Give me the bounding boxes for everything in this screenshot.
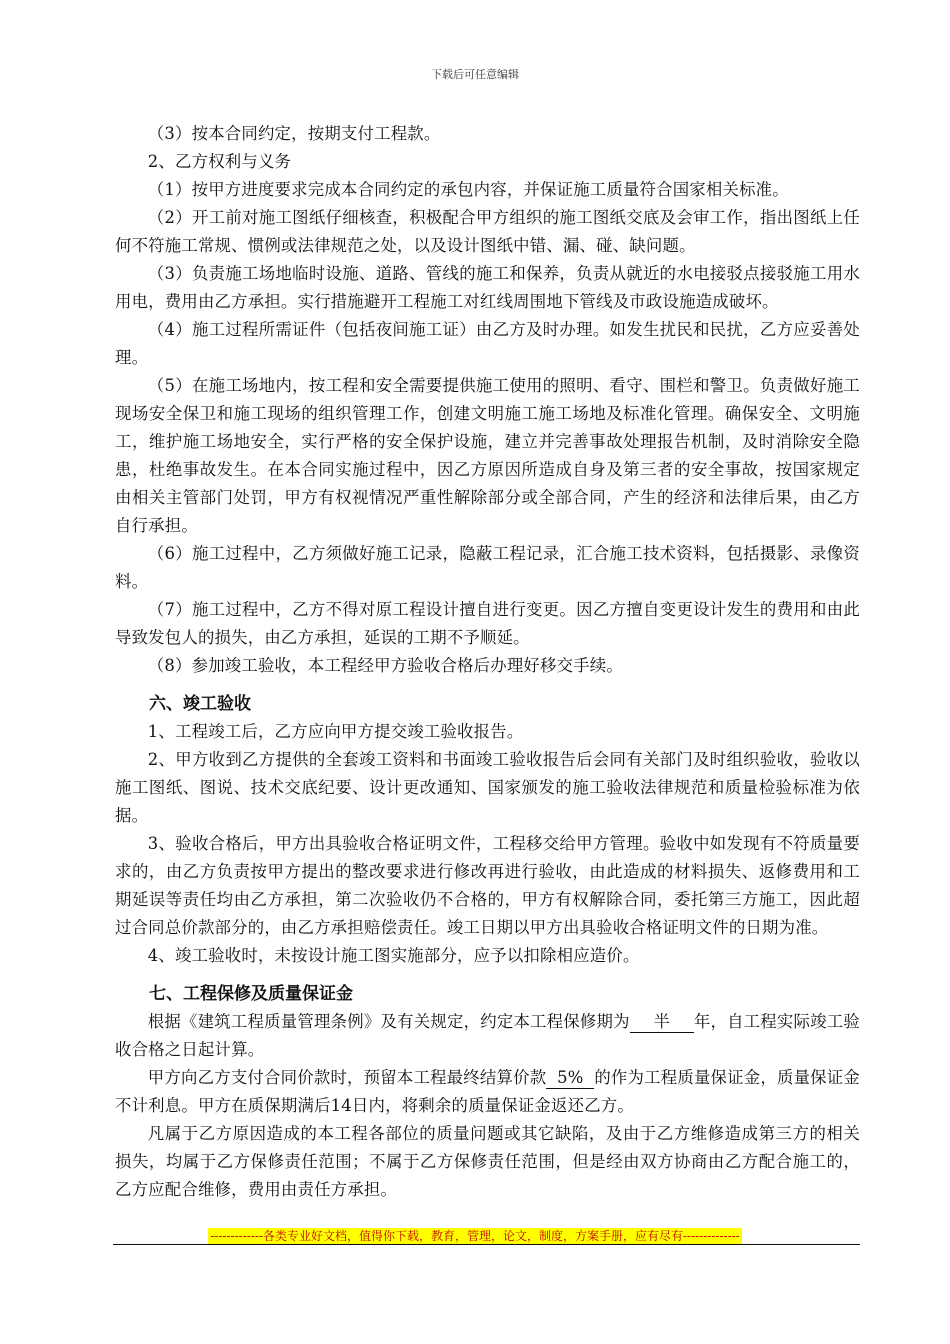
paragraph: （5）在施工场地内，按工程和安全需要提供施工使用的照明、看守、围栏和警卫。负责做好施工现场安全保卫和施工现场的组织管理工作，创建文明施工施工场地及标准化管理。确保安全、文明施工，维护施工场地安全，实行严格的安全保护设施，建立并完善事故处理报告机制，及时消除安全隐患，杜绝事故发生。在本合同实施过程中，因乙方原因所造成自身及第三者的安全事故，按国家规定由相关主管部门处罚，甲方有权视情况严重性解除部分或全部合同，产生的经济和法律后果，由乙方自行承担。 [115, 376, 860, 535]
text-run: 年，自工程实际竣工验收合格之日起计算。 [115, 1012, 860, 1059]
page-header: 下载后可任意编辑 [431, 68, 519, 81]
paragraph: （8）参加竣工验收，本工程经甲方验收合格后办理好移交手续。 [147, 656, 623, 675]
paragraph: 3、验收合格后，甲方出具验收合格证明文件，工程移交给甲方管理。验收中如发现有不符质量要求的，由乙方负责按甲方提出的整改要求进行修改再进行验收，由此造成的材料损失、返修费用和工期延误等责任均由乙方承担，第二次验收仍不合格的，甲方有权解除合同，委托第三方施工，因此超过合同总价款部分的，由乙方承担赔偿责任。竣工日期以甲方出具验收合格证明文件的日期为准。 [115, 834, 860, 937]
paragraph [115, 1064, 860, 1120]
paragraph: 凡属于乙方原因造成的本工程各部位的质量问题或其它缺陷，及由于乙方维修造成第三方的相关损失，均属于乙方保修责任范围；不属于乙方保修责任范围，但是经由双方协商由乙方配合施工的，乙方应配合维修，费用由责任方承担。 [115, 1124, 860, 1199]
paragraph: （3）负责施工场地临时设施、道路、管线的施工和保养，负责从就近的水电接驳点接驳施工用水用电，费用由乙方承担。实行措施避开工程施工对红线周围地下管线及市政设施造成破坏。 [115, 264, 860, 311]
paragraph: 2、甲方收到乙方提供的全套竣工资料和书面竣工验收报告后会同有关部门及时组织验收，验收以施工图纸、图说、技术交底纪要、设计更改通知、国家颁发的施工验收法律规范和质量检验标准为依据。 [115, 750, 860, 825]
footer-text: -------------各类专业好文档，值得你下载，教育，管理，论文，制度，方案手册，应有尽有-------------- [210, 1229, 740, 1243]
footer-banner [0, 1225, 950, 1244]
text-run: 甲方向乙方支付合同价款时，预留本工程最终结算价款 [147, 1068, 547, 1087]
paragraph: 4、竣工验收时，未按设计施工图实施部分，应予以扣除相应造价。 [147, 946, 640, 965]
fill-blank: 5% [546, 1068, 594, 1089]
paragraph: （6）施工过程中，乙方须做好施工记录，隐蔽工程记录，汇合施工技术资料，包括摄影、录像资料。 [115, 544, 860, 591]
paragraph: （3）按本合同约定，按期支付工程款。 [147, 124, 441, 143]
document-body [115, 120, 860, 1204]
fill-blank: 半 [630, 1012, 694, 1033]
paragraph: （1）按甲方进度要求完成本合同约定的承包内容，并保证施工质量符合国家相关标准。 [147, 180, 789, 199]
paragraph [115, 1008, 860, 1064]
paragraph: （7）施工过程中，乙方不得对原工程设计擅自进行变更。因乙方擅自变更设计发生的费用和由此导致发包人的损失，由乙方承担，延误的工期不予顺延。 [115, 600, 860, 647]
text-run: 根据《建筑工程质量管理条例》及有关规定，约定本工程保修期为 [147, 1012, 630, 1031]
section-heading: 七、工程保修及质量保证金 [149, 984, 353, 1004]
section-heading: 六、竣工验收 [149, 694, 251, 714]
paragraph: 1、工程竣工后，乙方应向甲方提交竣工验收报告。 [147, 722, 524, 741]
paragraph: （2）开工前对施工图纸仔细核查，积极配合甲方组织的施工图纸交底及会审工作，指出图纸上任何不符施工常规、惯例或法律规范之处，以及设计图纸中错、漏、碰、缺问题。 [115, 208, 860, 255]
paragraph: 2、乙方权利与义务 [147, 152, 292, 171]
paragraph: （4）施工过程所需证件（包括夜间施工证）由乙方及时办理。如发生扰民和民扰，乙方应妥善处理。 [115, 320, 860, 367]
text-run: 的作为工程质量保证金，质量保证金不计利息。甲方在质保期满后14日内，将剩余的质量保证金返还乙方。 [115, 1068, 860, 1115]
footer-divider [113, 1244, 860, 1245]
